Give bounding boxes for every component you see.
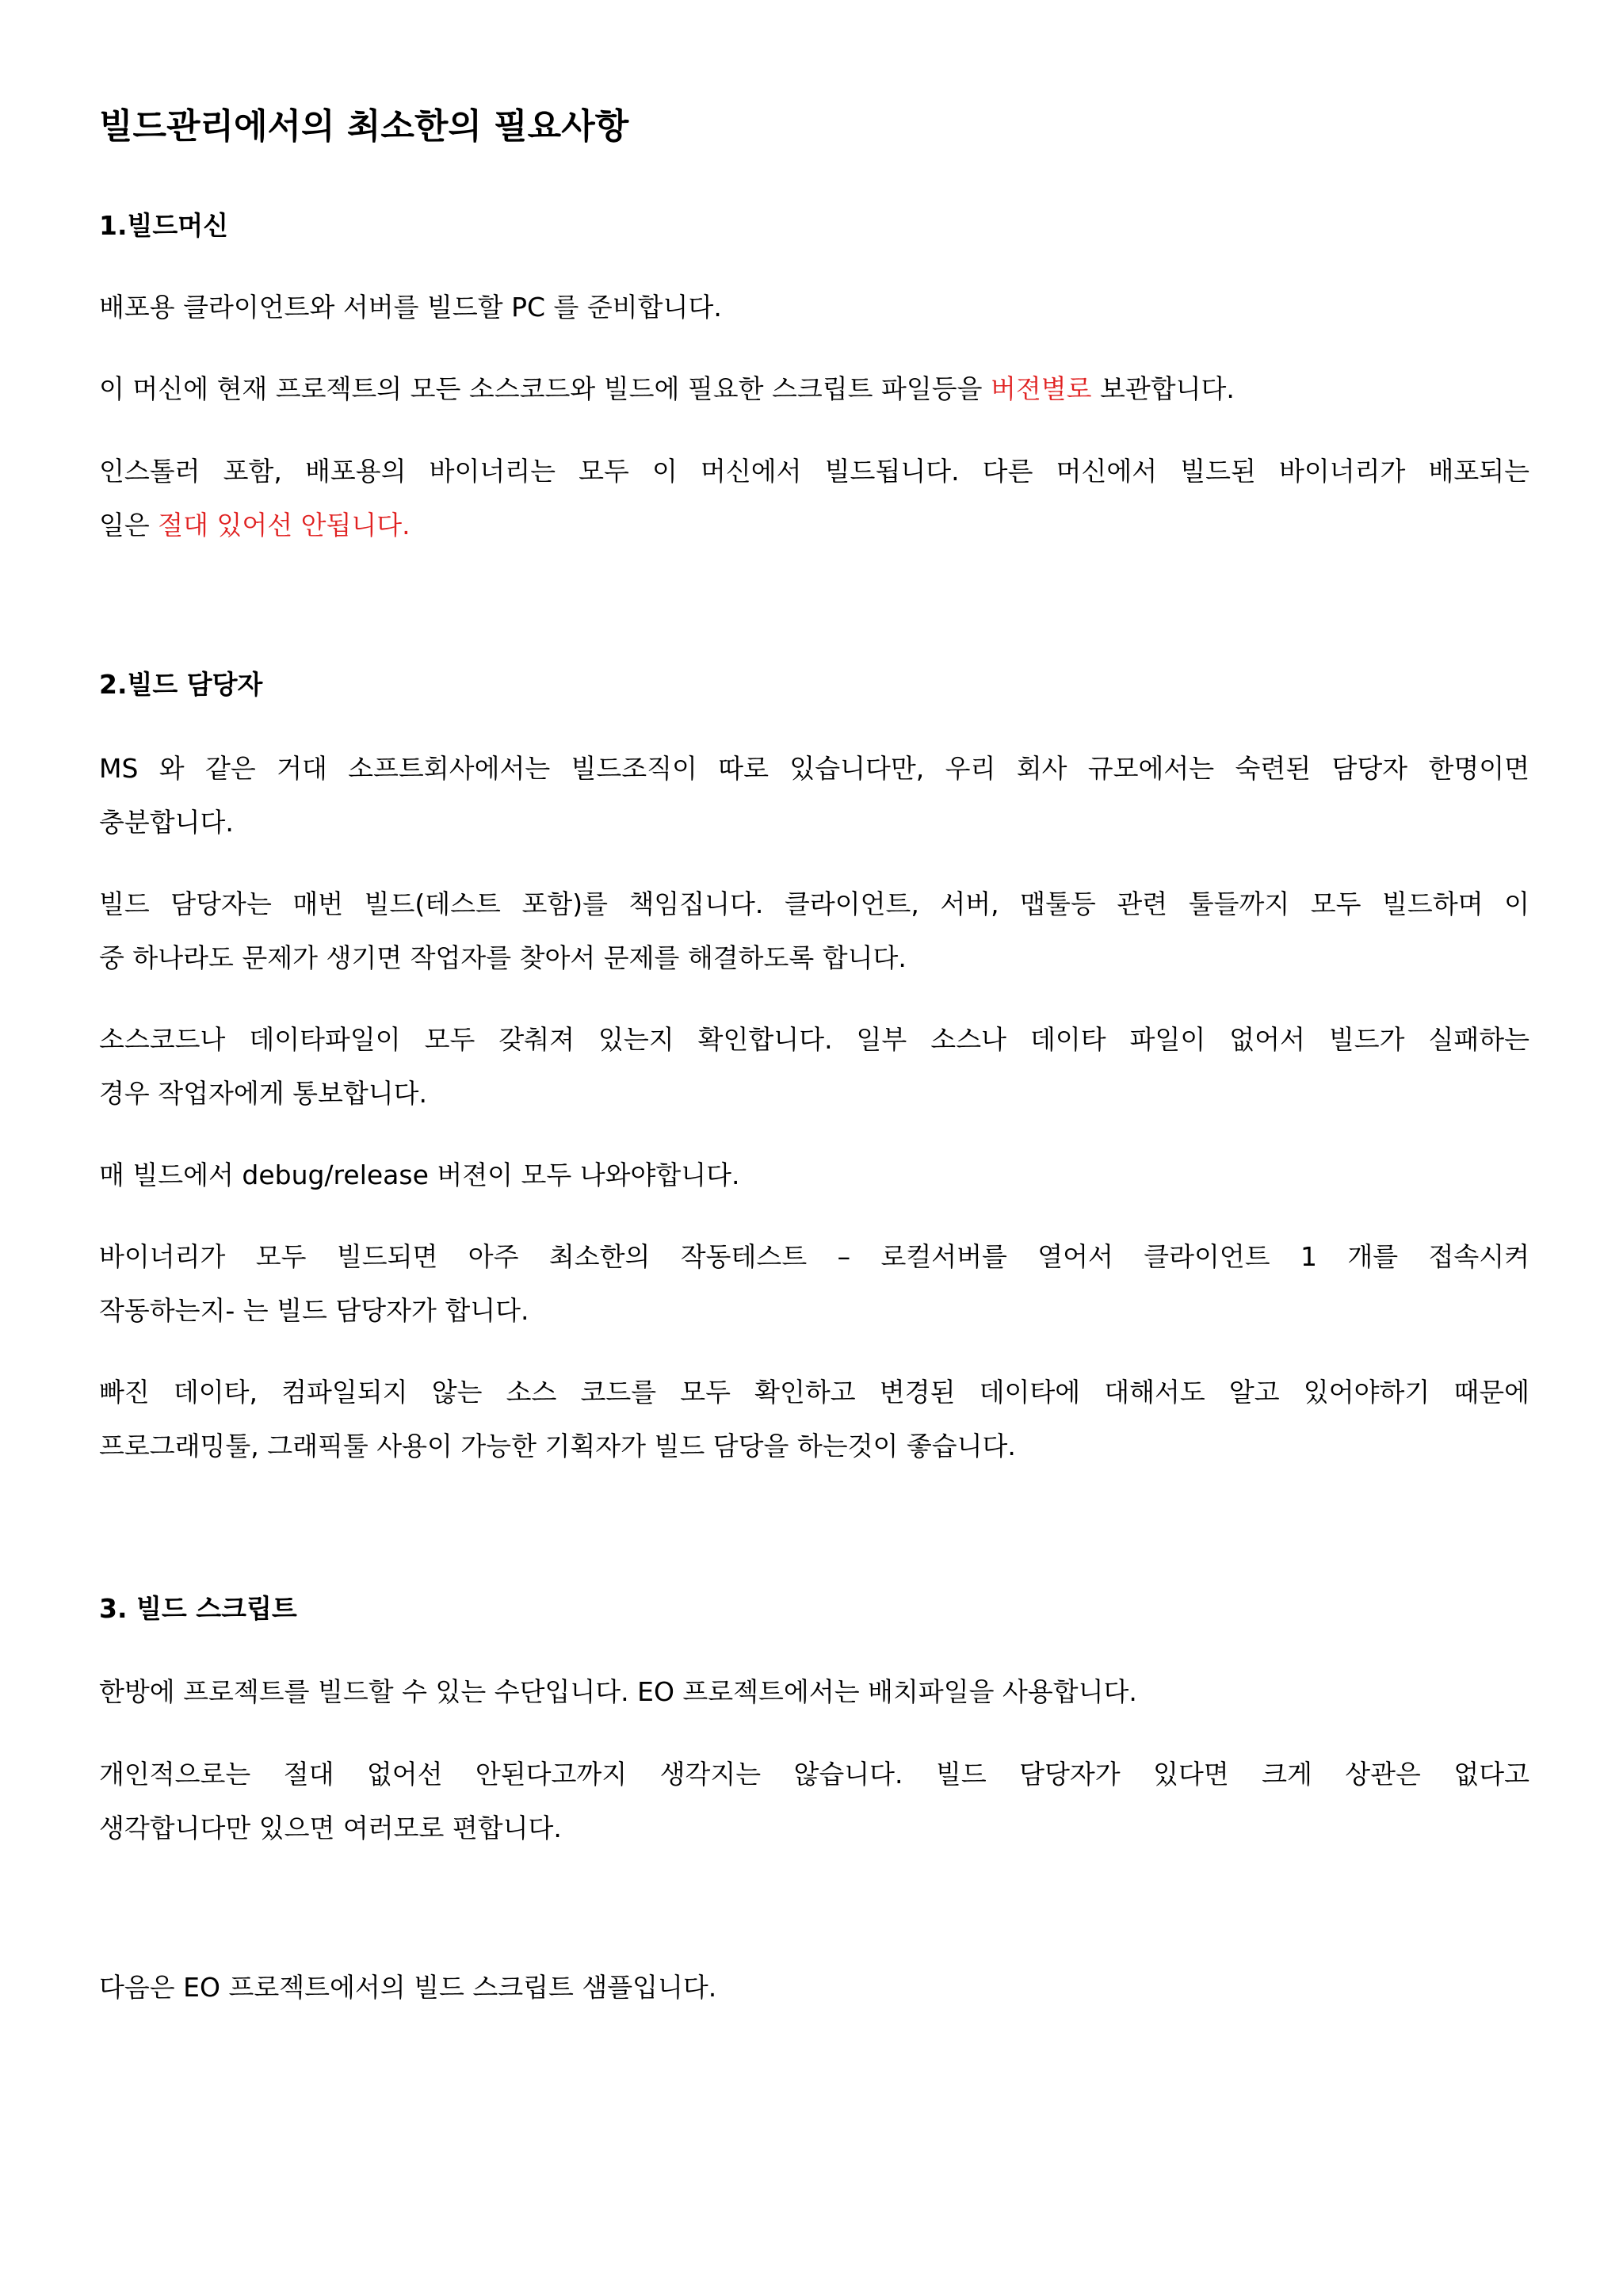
text-run: 이 머신에 현재 프로젝트의 모든 소스코드와 빌드에 필요한 스크립트 파일등을 bbox=[99, 373, 991, 404]
paragraph bbox=[99, 1013, 1529, 1121]
paragraph-line: MS 와 같은 거대 소프트회사에서는 빌드조직이 따로 있습니다만, 우리 회사 규모에서는 숙련된 담당자 한명이면 bbox=[99, 753, 1529, 784]
paragraph bbox=[99, 281, 1529, 334]
paragraph bbox=[99, 1366, 1529, 1473]
paragraph-line: 인스톨러 포함, 배포용의 바이너리는 모두 이 머신에서 빌드됩니다. 다른 머신에서 빌드된 바이너리가 배포되는 bbox=[99, 456, 1529, 487]
paragraph-line: 빌드 담당자는 매번 빌드(테스트 포함)를 책임집니다. 클라이언트, 서버, 맵툴등 관련 툴들까지 모두 빌드하며 이 bbox=[99, 888, 1529, 919]
text-run: 일은 bbox=[99, 510, 158, 541]
paragraph-line: 중 하나라도 문제가 생기면 작업자를 찾아서 문제를 해결하도록 합니다. bbox=[99, 942, 907, 973]
page-title: 빌드관리에서의 최소한의 필요사항 bbox=[99, 106, 629, 147]
paragraph-line: 경우 작업자에게 통보합니다. bbox=[99, 1078, 428, 1109]
paragraph-line: 충분합니다. bbox=[99, 807, 234, 838]
paragraph-line: 소스코드나 데이타파일이 모두 갖춰져 있는지 확인합니다. 일부 소스나 데이타 파일이 없어서 빌드가 실패하는 bbox=[99, 1024, 1529, 1055]
paragraph-line bbox=[99, 499, 1529, 552]
emphasis-text: 버젼별로 bbox=[991, 373, 1092, 404]
paragraph-line: 다음은 EO 프로젝트에서의 빌드 스크립트 샘플입니다. bbox=[99, 1972, 717, 2003]
paragraph bbox=[99, 1665, 1529, 1719]
paragraph-line: 배포용 클라이언트와 서버를 빌드할 PC 를 준비합니다. bbox=[99, 292, 722, 323]
paragraph-line bbox=[99, 362, 1529, 416]
paragraph-line: 한방에 프로젝트를 빌드할 수 있는 수단입니다. EO 프로젝트에서는 배치파일을 사용합니다. bbox=[99, 1676, 1137, 1707]
section-heading-build-manager: 2.빌드 담당자 bbox=[99, 669, 263, 700]
emphasis-text: 절대 있어선 안됩니다. bbox=[158, 510, 411, 541]
paragraph bbox=[99, 1961, 1529, 2015]
paragraph-line: 빠진 데이타, 컴파일되지 않는 소스 코드를 모두 확인하고 변경된 데이타에 대해서도 알고 있어야하기 때문에 bbox=[99, 1377, 1529, 1408]
paragraph bbox=[99, 742, 1529, 850]
paragraph bbox=[99, 877, 1529, 985]
section-heading-build-machine: 1.빌드머신 bbox=[99, 210, 229, 241]
paragraph bbox=[99, 1148, 1529, 1202]
paragraph bbox=[99, 1748, 1529, 1855]
paragraph-line: 매 빌드에서 debug/release 버젼이 모두 나와야합니다. bbox=[99, 1159, 740, 1190]
paragraph bbox=[99, 362, 1529, 416]
paragraph-line: 개인적으로는 절대 없어선 안된다고까지 생각지는 않습니다. 빌드 담당자가 있다면 크게 상관은 없다고 bbox=[99, 1759, 1529, 1790]
paragraph bbox=[99, 445, 1529, 552]
paragraph-line: 생각합니다만 있으면 여러모로 편합니다. bbox=[99, 1813, 562, 1843]
paragraph-line: 프로그래밍툴, 그래픽툴 사용이 가능한 기획자가 빌드 담당을 하는것이 좋습니다. bbox=[99, 1431, 1016, 1461]
paragraph-line: 작동하는지- 는 빌드 담당자가 합니다. bbox=[99, 1295, 529, 1326]
paragraph bbox=[99, 1230, 1529, 1338]
paragraph-line: 바이너리가 모두 빌드되면 아주 최소한의 작동테스트 – 로컬서버를 열어서 클라이언트 1 개를 접속시켜 bbox=[99, 1241, 1529, 1272]
section-heading-build-script: 3. 빌드 스크립트 bbox=[99, 1593, 297, 1624]
text-run: 보관합니다. bbox=[1091, 373, 1235, 404]
